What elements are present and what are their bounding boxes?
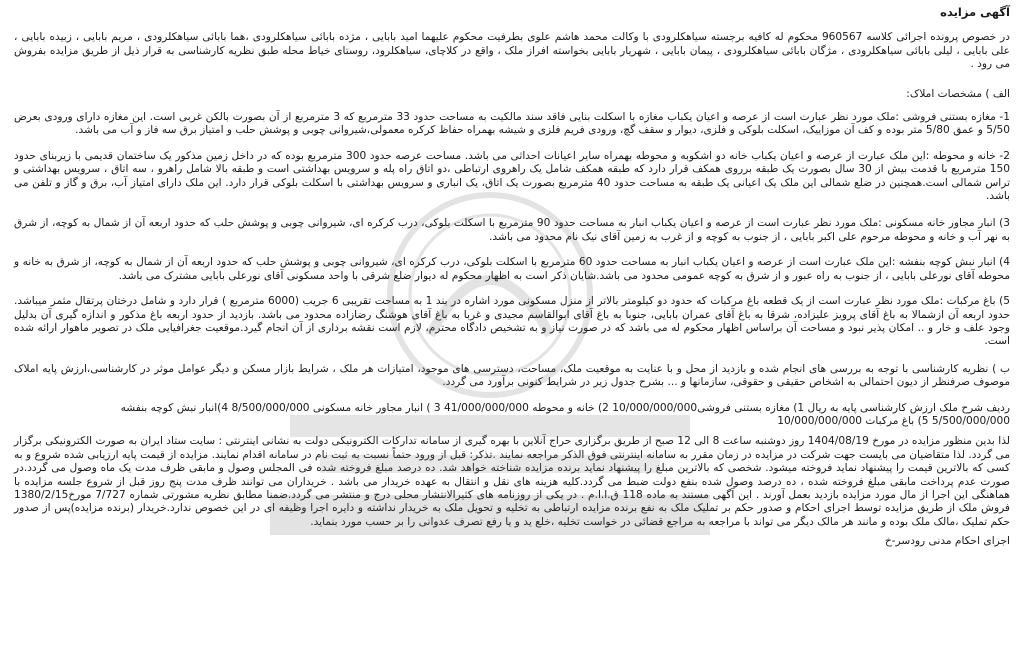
property-item-warehouse-corner: 4) انبار نبش کوچه بنفشه :این ملک عبارت است از عرصه و اعیان یکباب انبار به مساحت حدود 60 مترمربع با اسکلت بلوکی، درب کرکره ای، شیروانی چوبی و پوشش حلب که حدود اربعه آن از شمال به کوچه، از شرق به خانه و محوطه آقای نورعلی بابایی ، از جنوب به راه عبور و از شرق به کوچه عمومی محدود می باشد.شایان ذکر است به اظهار محکوم له دیوار ضلع شرقی با واحد مسکونی آقای نورعلی بابایی مشترک می باشد.	[14, 256, 1010, 282]
valuation-line: 5/500/000/000 5) باغ مرکبات 10/000/000/000	[777, 414, 1010, 427]
property-item-warehouse-adjacent: 3) انبار مجاور خانه مسکونی :ملک مورد نظر عبارت است از عرصه و اعیان یکباب انبار به مساحت حدود 90 مترمربع با اسکلت بلوکی، درب کرکره ای، شیروانی چوبی و پوشش حلب که حدود اربعه آن از شمال به کوچه، از شرق به نهر آب و خانه و محوطه مرحوم علی اکبر بابایی ، از جنوب به کوچه و از غرب به زمین آقای نیک نام محدود می باشد.	[14, 217, 1010, 243]
valuation-line: ردیف شرح ملک ارزش کارشناسی پایه به ریال 1) مغازه بستنی فروشی10/000/000/000 2) خانه و محوطه 41/000/000/000 3 ) انبار مجاور خانه مسکونی 8/500/000/000 4)انبار نبش کوچه بنفشه	[120, 401, 1010, 414]
property-item-shop: 1- مغازه بستنی فروشی :ملک مورد نظر عبارت است از عرصه و اعیان یکباب مغازه با اسکلت بنایی فاقد سند مالکیت به مساحت حدود 33 مترمربع که 3 مترمربع از آن بصورت بالکن غربی است. این مغازه دارای ورودی بعرض 5/50 و عمق 5/80 متر بوده و کف آن موزاییک، اسکلت بلوکی و فلزی، دیوار و سقف گچ، ورودی فریم فلزی و شیشه بهمراه حفاظ کرکره معمولی،شیروانی چوبی و پوشش حلب و امتیاز برق سه فاز و آب می باشد.	[14, 111, 1011, 137]
issuer-signature: اجرای احکام مدنی رودسر-خ	[884, 535, 1010, 548]
auction-terms-paragraph: لذا بدین منظور مزایده در مورخ 1404/08/19 روز دوشنبه ساعت 8 الی 12 صبح از طریق برگزاری حراج آنلاین با بهره گیری از سامانه تدارکات الکترونیکی دولت به نشانی اینترنتی : سایت ستاد ایران به صورت الکترونیکی برگزار می گردد. لذا متقاضیان می بایست جهت شرکت در مزایده در زمان مقرر به سامانه اینترنتی فوق الذکر مراجعه نمایند .تذکر: قبل از ورود حتماً نسبت به ثبت نام در سامانه اقدام نمایند. مزایده از قیمت پایه ارزیابی شده شروع و به کسی که بالاترین قیمت را پیشنهاد نماید فروخته میشود. شخصی که بالاترین مبلغ را پیشنهاد نماید برنده مزایده شناخته خواهد شد. ده درصد مبلغ فروخته شده فی المجلس وصول و مابقی ظرف مدت یک ماه وصول می گردد.در صورت عدم پرداخت مابقی مبلغ فروخته شده ، ده درصد وصول شده بنفع دولت ضبط می گردد.کلیه هزینه های نقل و انتقال به عهده خریدار می باشد . خریداران می توانند ظرف مدت پنج روز قبل از شروع جلسه مزایده با هماهنگی این اجرا از مال مورد مزایده بازدید بعمل آورند . این آگهی مستند به ماده 118 ق.ا.ا.م . در یکی از روزنامه های کثیرالانتشار محلی درج و منتشر می گردد.ضمنا مطابق نظریه مشورتی شماره 7/727 مورخ1380/2/15 فروش ملک از طریق مزایده توسط اجرای احکام و صدور حکم بر تملیک ملک به نفع برنده مزایده ارتباطی به تخلیه و تحویل ملک به خریدار نداشته و دایره اجرا وظیفه ای در این خصوص ندارد.خریدار (برنده مزایده)پس از صدور حکم تملیک ،مالک ملک بوده و مانند هر مالک دیگر می تواند با مراجعه به مراجع قضائی در خواست تخلیه ،خلع ید و یا رفع تصرف عدوانی را بر حسب مورد بنماید.	[14, 435, 1010, 528]
expert-opinion-paragraph: ب ) نظریه کارشناسی با توجه به بررسی های انجام شده و بازدید از محل و با عنایت به موقعیت ملک، مساحت، دسترسی های موجود، امتیازات هر ملک ، شرایط بازار مسکن و دیگر عوامل موثر در کارشناسی،ارزش پایه املاک موصوف صرفنظر از دیون احتمالی به اشخاص حقیقی و حقوقی، سازمانها و ... بشرح جدول زیر در شرایط کنونی برآورد می گردد.	[14, 362, 1010, 389]
valuation-list	[14, 402, 1010, 429]
property-item-house: 2- خانه و محوطه :این ملک عبارت از عرصه و اعیان یکباب خانه دو اشکوبه و محوطه بهمراه سایر اعیانات احداثی می باشد. مساحت عرصه حدود 300 مترمربع بوده که در داخل زمین مذکور یک ساختمان قدیمی با زیربنای حدود 150 مترمربع با قدمت بیش از 30 سال بصورت یک طبقه برروی همکف قرار دارد که طبقه همکف شامل یک راهروی ارتباطی ،دو اتاق راه پله و سرویس بهداشتی است و طبقه بالا شامل راهرو ، سه اتاق ، سرویس بهداشتی و تراس شمالی است.همچنین در ضلع شمالی این ملک یک اعیانی یک طبقه به مساحت حدود 40 مترمربع بصورت یک اتاق، یک انباری و سرویس بهداشتی با اسکلت بلوکی قرار دارد. این ملک دارای امتیاز آب، برق و گاز و تلفن می باشد.	[14, 149, 1011, 203]
intro-paragraph: در خصوص پرونده اجرائی کلاسه 960567 محکوم له کافیه برجسته سیاهکلرودی با وکالت محمد هاشم علوی بطرفیت محکوم علیهما امید بابایی ، مژده بابائی سیاهکلرودی ،هما بابائی سیاهکلرودی ، مریم بابایی ، زبیده بابایی ، علی بابایی ، لیلی بابائی سیاهکلرودی ، مژگان بابائی سیاهکلرودی ، پیمان بابایی ، شهریار بابایی بخواسته افراز ملک ، واقع در کلاچای، سیاهکلرود، روستای خیاط محله طبق نظریه کارشناسی به قرار ذیل از طریق مزایده بفروش می رود .	[14, 31, 1010, 71]
properties-heading: الف ) مشخصات املاک:	[906, 87, 1010, 100]
notice-title: آگهی مزایده	[940, 5, 1010, 19]
property-item-citrus-garden: 5) باغ مرکبات :ملک مورد نظر عبارت است از یک قطعه باغ مرکبات که حدود دو کیلومتر بالاتر از منزل مسکونی مورد اشاره در بند 1 به مساحت تقریبی 6 جریب (6000 مترمربع ) قرار دارد و شامل درختان پرتقال مثمر میباشد. حدود اربعه آن ازشمالا به باغ آقای پرویز علیزاده، شرقا به باغ آقای عمران بابایی، جنوبا به باغ آقای ابوالقاسم مجیدی و غربا به باغ آقای هوشنگ رضازاده محدود می باشد. بازدید از حدود اربعه باغ مذکور و اندازه گیری آن بدلیل وجود علف و خار و .. امکان پذیر نبود و مساحت آن براساس اظهار محکوم له می باشد که در صورت نیاز و به تشخیص دادگاه محترم، لازم است نقشه برداری از آن انجام گیرد.موقعیت جغرافیایی ملک در تصویر ماهوار ارائه شده است.	[14, 295, 1010, 348]
